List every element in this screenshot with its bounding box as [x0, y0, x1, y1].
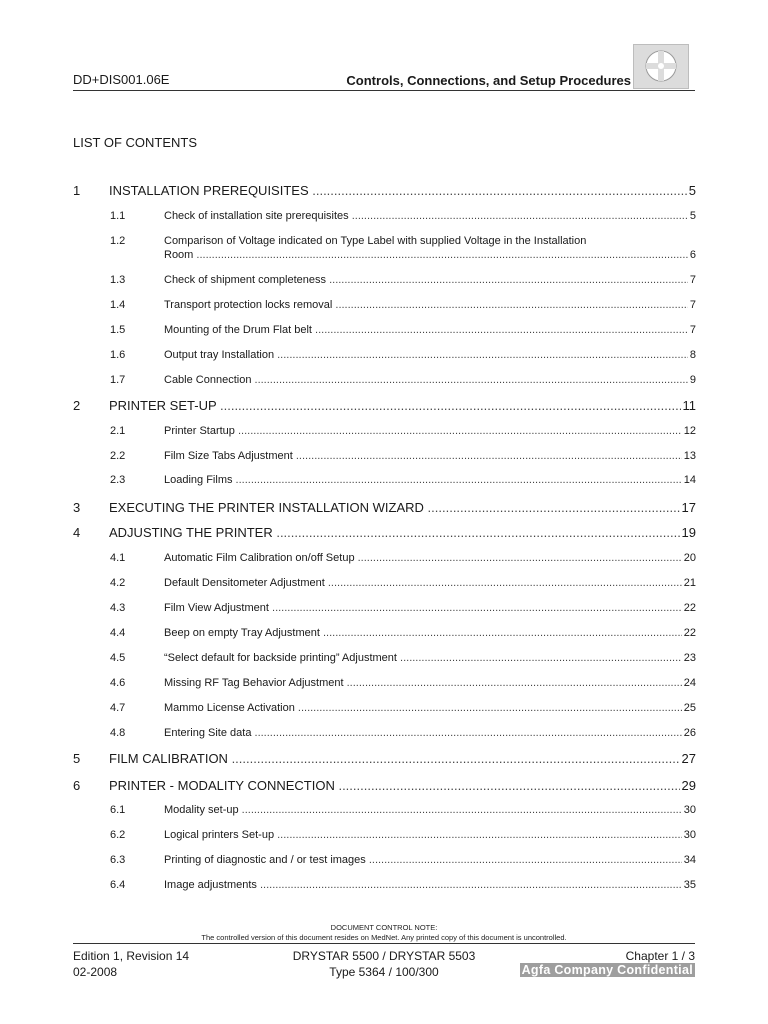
footer-rule	[73, 943, 695, 944]
footer-edition: Edition 1, Revision 14	[73, 949, 190, 963]
control-note-heading: DOCUMENT CONTROL NOTE:	[330, 923, 438, 932]
doc-id: DD+DIS001.06E	[73, 72, 170, 87]
control-note-text: The controlled version of this document resides on MedNet. Any printed copy of this document is uncontrolled.	[201, 933, 567, 942]
footer-type: Type 5364 / 100/300	[329, 965, 439, 979]
footer-date: 02-2008	[73, 965, 118, 979]
toc-entry[interactable]: 1.3 Check of shipment completeness ..... 7	[0, 274, 768, 302]
toc-entry[interactable]: 4 ADJUSTING THE PRINTER ..... 19	[0, 525, 768, 553]
toc-entry[interactable]: 1 INSTALLATION PREREQUISITES ..... 5	[0, 183, 768, 211]
toc-entry[interactable]: 4.3 Film View Adjustment ..... 22	[0, 602, 768, 630]
header-rule	[73, 90, 695, 91]
toc-entry[interactable]: 6.3 Printing of diagnostic and / or test images ..... 34	[0, 854, 768, 882]
agfa-logo	[633, 44, 689, 89]
toc-entry[interactable]: 4.4 Beep on empty Tray Adjustment ..... 22	[0, 627, 768, 655]
list-of-contents-heading: LIST OF CONTENTS	[73, 135, 197, 150]
toc-entry[interactable]: 3 EXECUTING THE PRINTER INSTALLATION WIZARD ..... 17	[0, 500, 768, 528]
toc-entry[interactable]: 4.8 Entering Site data ..... 26	[0, 727, 768, 755]
toc-entry[interactable]: 2 PRINTER SET-UP ..... 11	[0, 398, 768, 426]
toc-entry[interactable]: 1.4 Transport protection locks removal ..... 7	[0, 299, 768, 327]
toc-entry[interactable]: 2.3 Loading Films ..... 14	[0, 474, 768, 502]
toc-entry[interactable]: 1.7 Cable Connection ..... 9	[0, 374, 768, 402]
header-title: Controls, Connections, and Setup Procedures	[346, 73, 631, 88]
toc-entry[interactable]: 4.7 Mammo License Activation ..... 25	[0, 702, 768, 730]
toc-entry[interactable]: 1.1 Check of installation site prerequisites ..... 5	[0, 210, 768, 238]
toc-entry[interactable]: 6.4 Image adjustments ..... 35	[0, 879, 768, 907]
toc-entry[interactable]: 2.1 Printer Startup ..... 12	[0, 425, 768, 453]
footer-product: DRYSTAR 5500 / DRYSTAR 5503	[292, 949, 476, 963]
toc-entry[interactable]: 6.2 Logical printers Set-up ..... 30	[0, 829, 768, 857]
confidential-badge: Agfa Company Confidential	[521, 963, 693, 977]
toc-entry[interactable]: 6.1 Modality set-up ..... 30	[0, 804, 768, 832]
toc-entry[interactable]: 1.6 Output tray Installation ..... 8	[0, 349, 768, 377]
toc-entry[interactable]: 4.1 Automatic Film Calibration on/off Setup ..... 20	[0, 552, 768, 580]
toc-entry[interactable]: 4.5 “Select default for backside printing” Adjustment ..... 23	[0, 652, 768, 680]
toc-entry[interactable]: 5 FILM CALIBRATION ..... 27	[0, 751, 768, 779]
toc-entry[interactable]: 2.2 Film Size Tabs Adjustment ..... 13	[0, 450, 768, 478]
toc-entry[interactable]: 1.5 Mounting of the Drum Flat belt ..... 7	[0, 324, 768, 352]
footer-chapter: Chapter 1 / 3	[625, 949, 695, 963]
toc-entry[interactable]: 4.2 Default Densitometer Adjustment ..... 21	[0, 577, 768, 605]
toc-entry[interactable]: 4.6 Missing RF Tag Behavior Adjustment ..... 24	[0, 677, 768, 705]
toc-entry[interactable]: 6 PRINTER - MODALITY CONNECTION ..... 29	[0, 778, 768, 806]
